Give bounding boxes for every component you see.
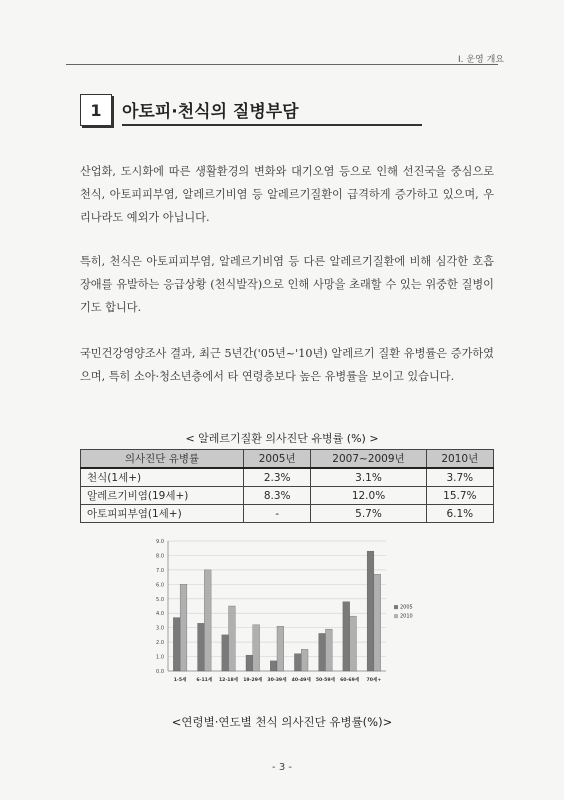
bar-2005 [222,635,229,671]
y-tick-label: 5.0 [156,596,164,603]
table-header-cell: 2007~2009년 [311,450,426,469]
paragraph-3: 국민건강영양조사 결과, 최근 5년간('05년~'10년) 알레르기 질환 유병률은 증가하였으며, 특히 소아·청소년층에서 타 연령층보다 높은 유병률을 보이고 있습니다. [80,347,494,383]
paragraph-2: 특히, 천식은 아토피피부염, 알레르기비염 등 다른 알레르기질환에 비해 심각한 호흡장애를 유발하는 응급상황 (천식발작)으로 인해 사망을 초래할 수 있는 위중한 질병이기도 합니다. [80,255,494,314]
bar-2010 [180,584,187,671]
asthma-chart [148,535,448,711]
table-cell: 5.7% [311,505,426,523]
table-cell: 3.7% [426,468,493,487]
bar-2005 [198,623,205,671]
y-tick-label: 3.0 [156,625,164,632]
chart-caption: <연령별·연도별 천식 의사진단 유병률(%)> [171,715,393,729]
legend-label: 2005 [400,604,413,611]
table-header-cell: 2010년 [426,450,493,469]
header-divider [66,64,498,65]
legend-label: 2010 [400,613,413,620]
bar-2010 [374,574,381,671]
table-cell: 알레르기비염(19세+) [81,487,244,505]
section-heading: 아토피·천식의 질병부담 [122,97,422,126]
table-row [81,487,494,505]
paragraph-1: 산업화, 도시화에 따른 생활환경의 변화와 대기오염 등으로 인해 선진국을 중심으로 천식, 아토피피부염, 알레르기비염 등 알레르기질환이 급격하게 증가하고 있으며, 우리나라도 예외가 아닙니다. [80,165,494,224]
table-cell: 15.7% [426,487,493,505]
legend-swatch [394,614,398,618]
y-tick-label: 9.0 [156,539,164,545]
x-tick-label: 40-49세 [291,678,311,683]
bar-2010 [301,649,308,671]
x-tick-label: 19-29세 [243,678,263,683]
legend-swatch [394,605,398,609]
table-cell: 천식(1세+) [81,468,244,487]
bar-2005 [294,654,301,671]
bar-2005 [367,551,374,671]
page-number: - 3 - [272,762,292,773]
bar-2005 [246,655,253,671]
bar-2005 [343,602,350,671]
x-tick-label: 50-59세 [315,678,336,683]
x-tick-label: 30-39세 [267,678,287,683]
bar-2010 [253,625,260,671]
bar-2010 [325,629,332,671]
bar-2005 [270,661,277,671]
bar-2010 [350,616,357,671]
table-cell: 2.3% [244,468,311,487]
bar-2005 [173,618,180,671]
x-tick-label: 12-18세 [218,678,239,683]
x-tick-label: 60-69세 [340,678,360,683]
y-tick-label: 8.0 [156,553,164,560]
table-row [81,505,494,523]
y-tick-label: 0.0 [156,669,164,675]
table-caption: < 알레르기질환 의사진단 유병률 (%) > [185,432,379,445]
y-tick-label: 1.0 [156,654,164,661]
x-tick-label: 1-5세 [173,678,187,683]
table-cell: 아토피피부염(1세+) [81,505,244,523]
table-cell: 6.1% [426,505,493,523]
table-cell: 8.3% [244,487,311,505]
section-header-label: Ⅰ. 운영 개요 [457,55,504,65]
x-tick-label: 70세+ [366,678,382,683]
table-header-row [81,450,494,469]
bar-2010 [204,570,211,671]
bar-2010 [229,606,236,671]
table-cell: - [244,505,311,523]
table-row [81,468,494,487]
table-cell: 3.1% [311,468,426,487]
table-header-cell: 의사진단 유병률 [81,450,244,469]
y-tick-label: 4.0 [156,611,164,618]
y-tick-label: 7.0 [156,567,164,574]
chart-svg [148,535,448,707]
section-title [80,94,422,126]
bar-2010 [277,626,284,671]
table-header-cell: 2005년 [244,450,311,469]
x-tick-label: 6-11세 [196,678,213,683]
section-number-box: 1 [80,94,112,126]
y-tick-label: 2.0 [156,640,164,647]
y-tick-label: 6.0 [156,582,164,589]
prevalence-table [80,449,494,523]
table-cell: 12.0% [311,487,426,505]
bar-2005 [319,633,326,671]
